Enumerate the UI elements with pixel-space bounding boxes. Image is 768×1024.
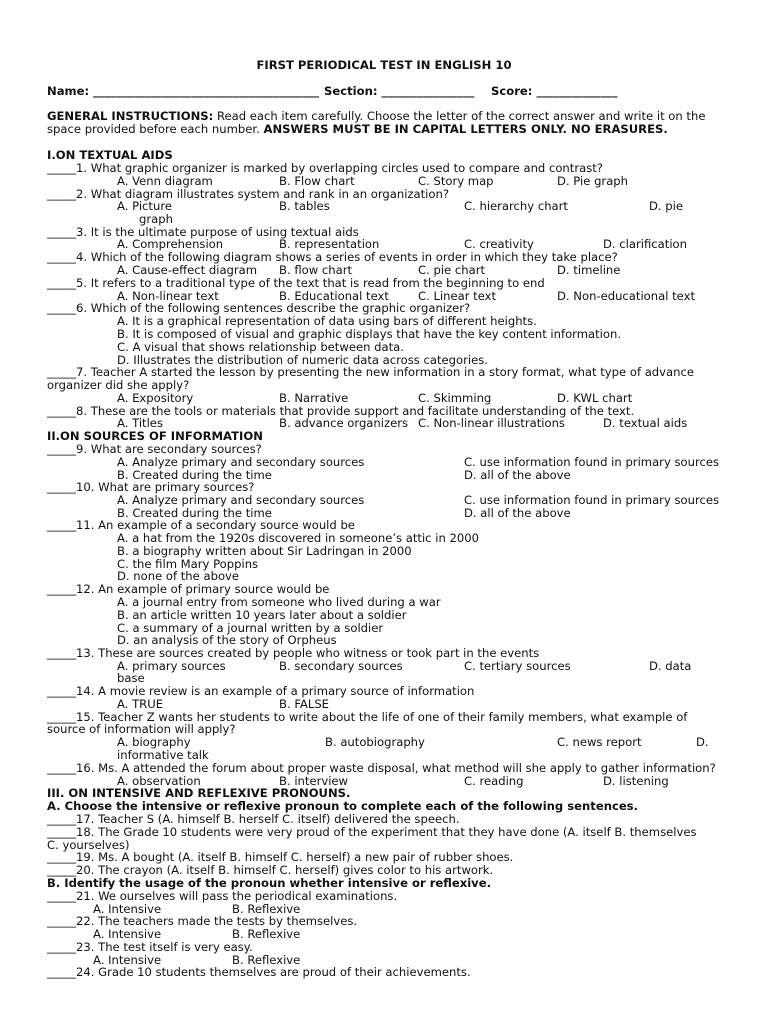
q6-option-d: D. Illustrates the distribution of numeric data across categories. <box>117 353 488 367</box>
name-field: Name: _______________________________________ <box>47 84 320 98</box>
q1-option-b: B. Flow chart <box>279 174 355 188</box>
q8-option-d: D. textual aids <box>603 416 688 430</box>
q13-option-a: A. primary sources <box>117 659 226 673</box>
question-21: _____21. We ourselves will pass the periodical examinations. <box>47 889 398 903</box>
q15-option-b: B. autobiography <box>325 735 425 749</box>
q11-option-d: D. none of the above <box>117 569 240 583</box>
q7-option-d: D. KWL chart <box>557 391 633 405</box>
q15-option-d: D. <box>696 735 709 749</box>
question-15: _____15. Teacher Z wants her students to write about the life of one of their family members, what example of <box>47 710 688 724</box>
q6-option-b: B. It is composed of visual and graphic displays that have the key content information. <box>117 327 622 341</box>
question-14: _____14. A movie review is an example of a primary source of information <box>47 684 475 698</box>
q8-option-a: A. Titles <box>117 416 163 430</box>
q4-option-b: B. flow chart <box>279 263 353 277</box>
q2-option-c: C. hierarchy chart <box>464 199 568 213</box>
q13-option-d-continued: base <box>117 671 145 685</box>
q4-option-a: A. Cause-effect diagram <box>117 263 258 277</box>
instructions-text-2: space provided before each number. <box>47 122 264 136</box>
question-18: _____18. The Grade 10 students were very proud of the experiment that they have done (A. itself B. themselves <box>47 825 697 839</box>
q9-option-a: A. Analyze primary and secondary sources <box>117 455 365 469</box>
question-10: _____10. What are primary sources? <box>47 480 255 494</box>
q21-option-a: A. Intensive <box>93 902 162 916</box>
question-17: _____17. Teacher S (A. himself B. herself C. itself) delivered the speech. <box>47 812 460 826</box>
q5-option-c: C. Linear text <box>418 289 497 303</box>
q14-option-b: B. FALSE <box>279 697 330 711</box>
question-3: _____3. It is the ultimate purpose of using textual aids <box>47 225 359 239</box>
question-6: _____6. Which of the following sentences describe the graphic organizer? <box>47 301 471 315</box>
q2-option-a: A. Picture <box>117 199 172 213</box>
q6-option-c: C. A visual that shows relationship between data. <box>117 340 404 354</box>
q8-option-b: B. advance organizers <box>279 416 409 430</box>
q11-option-c: C. the film Mary Poppins <box>117 557 259 571</box>
q7-option-a: A. Expository <box>117 391 194 405</box>
q8-option-c: C. Non-linear illustrations <box>418 416 565 430</box>
q3-option-c: C. creativity <box>464 237 534 251</box>
q12-option-b: B. an article written 10 years later about a soldier <box>117 608 407 622</box>
part-1-heading: I.ON TEXTUAL AIDS <box>47 148 173 162</box>
instructions-emphasis: ANSWERS MUST BE IN CAPITAL LETTERS ONLY. NO ERASURES. <box>263 122 668 136</box>
q10-option-b: B. Created during the time <box>117 506 272 520</box>
q16-option-b: B. interview <box>279 774 349 788</box>
q9-option-c: C. use information found in primary sources <box>464 455 720 469</box>
q5-option-d: D. Non-educational text <box>557 289 696 303</box>
question-12: _____12. An example of primary source would be <box>47 582 330 596</box>
q7-option-b: B. Narrative <box>279 391 349 405</box>
q16-option-c: C. reading <box>464 774 524 788</box>
q12-option-d: D. an analysis of the story of Orpheus <box>117 633 337 647</box>
q5-option-b: B. Educational text <box>279 289 389 303</box>
question-16: _____16. Ms. A attended the forum about proper waste disposal, what method will she apply to gather information? <box>47 761 716 775</box>
question-22: _____22. The teachers made the tests by themselves. <box>47 914 358 928</box>
section-field: Section: ________________ <box>324 84 475 98</box>
question-15-continued: source of information will apply? <box>47 722 236 736</box>
question-13: _____13. These are sources created by people who witness or took part in the events <box>47 646 540 660</box>
question-9: _____9. What are secondary sources? <box>47 442 262 456</box>
q15-option-c: C. news report <box>557 735 642 749</box>
q16-option-d: D. listening <box>603 774 669 788</box>
q10-option-c: C. use information found in primary sources <box>464 493 720 507</box>
q1-option-a: A. Venn diagram <box>117 174 213 188</box>
question-18-continued: C. yourselves) <box>47 838 130 852</box>
q1-option-d: D. Pie graph <box>557 174 629 188</box>
instructions-text: Read each item carefully. Choose the letter of the correct answer and write it on the <box>213 109 706 123</box>
q15-option-a: A. biography <box>117 735 191 749</box>
q5-option-a: A. Non-linear text <box>117 289 219 303</box>
question-1: _____1. What graphic organizer is marked by overlapping circles used to compare and contrast? <box>47 161 603 175</box>
instructions-line-2 <box>47 123 668 136</box>
q2-option-d: D. pie <box>649 199 684 213</box>
q3-option-a: A. Comprehension <box>117 237 224 251</box>
question-23: _____23. The test itself is very easy. <box>47 940 253 954</box>
q22-option-b: B. Reflexive <box>232 927 301 941</box>
q13-option-d: D. data <box>649 659 692 673</box>
q16-option-a: A. observation <box>117 774 201 788</box>
q10-option-d: D. all of the above <box>464 506 571 520</box>
q12-option-a: A. a journal entry from someone who lived during a war <box>117 595 441 609</box>
question-11: _____11. An example of a secondary source would be <box>47 518 355 532</box>
question-24: _____24. Grade 10 students themselves are proud of their achievements. <box>47 965 471 979</box>
q2-option-a-continued: graph <box>139 212 173 226</box>
q3-option-d: D. clarification <box>603 237 687 251</box>
q11-option-a: A. a hat from the 1920s discovered in someone’s attic in 2000 <box>117 531 479 545</box>
part-2-heading: II.ON SOURCES OF INFORMATION <box>47 429 263 443</box>
q14-option-a: A. TRUE <box>117 697 164 711</box>
part-3b-heading: B. Identify the usage of the pronoun whether intensive or reflexive. <box>47 876 492 890</box>
score-field: Score: ______________ <box>491 84 618 98</box>
question-5: _____5. It refers to a traditional type of the text that is read from the beginning to end <box>47 276 545 290</box>
q11-option-b: B. a biography written about Sir Ladringan in 2000 <box>117 544 412 558</box>
q2-option-b: B. tables <box>279 199 330 213</box>
q4-option-c: C. pie chart <box>418 263 486 277</box>
q12-option-c: C. a summary of a journal written by a soldier <box>117 621 384 635</box>
q21-option-b: B. Reflexive <box>232 902 301 916</box>
q3-option-b: B. representation <box>279 237 380 251</box>
instructions-label: GENERAL INSTRUCTIONS: <box>47 109 214 123</box>
q15-option-d-continued: informative talk <box>117 748 209 762</box>
q13-option-b: B. secondary sources <box>279 659 403 673</box>
q9-option-d: D. all of the above <box>464 468 571 482</box>
question-20: _____20. The crayon (A. itself B. himself C. herself) gives color to his artwork. <box>47 863 494 877</box>
question-7: _____7. Teacher A started the lesson by presenting the new information in a story format, what type of advance <box>47 365 694 379</box>
q1-option-c: C. Story map <box>418 174 494 188</box>
q22-option-a: A. Intensive <box>93 927 162 941</box>
question-2: _____2. What diagram illustrates system and rank in an organization? <box>47 187 449 201</box>
test-title: FIRST PERIODICAL TEST IN ENGLISH 10 <box>256 58 512 72</box>
question-7-continued: organizer did she apply? <box>47 378 190 392</box>
q4-option-d: D. timeline <box>557 263 621 277</box>
q13-option-c: C. tertiary sources <box>464 659 571 673</box>
question-8: _____8. These are the tools or materials that provide support and facilitate understanding of the text. <box>47 404 635 418</box>
question-19: _____19. Ms. A bought (A. itself B. himself C. herself) a new pair of rubber shoes. <box>47 850 514 864</box>
q23-option-a: A. Intensive <box>93 953 162 967</box>
part-3-heading: III. ON INTENSIVE AND REFLEXIVE PRONOUNS. <box>47 786 351 800</box>
part-3a-heading: A. Choose the intensive or reflexive pronoun to complete each of the following sentences. <box>47 799 638 813</box>
q9-option-b: B. Created during the time <box>117 468 272 482</box>
q23-option-b: B. Reflexive <box>232 953 301 967</box>
q6-option-a: A. It is a graphical representation of data using bars of different heights. <box>117 314 537 328</box>
q7-option-c: C. Skimming <box>418 391 492 405</box>
q10-option-a: A. Analyze primary and secondary sources <box>117 493 365 507</box>
question-4: _____4. Which of the following diagram shows a series of events in order in which they take place? <box>47 250 618 264</box>
